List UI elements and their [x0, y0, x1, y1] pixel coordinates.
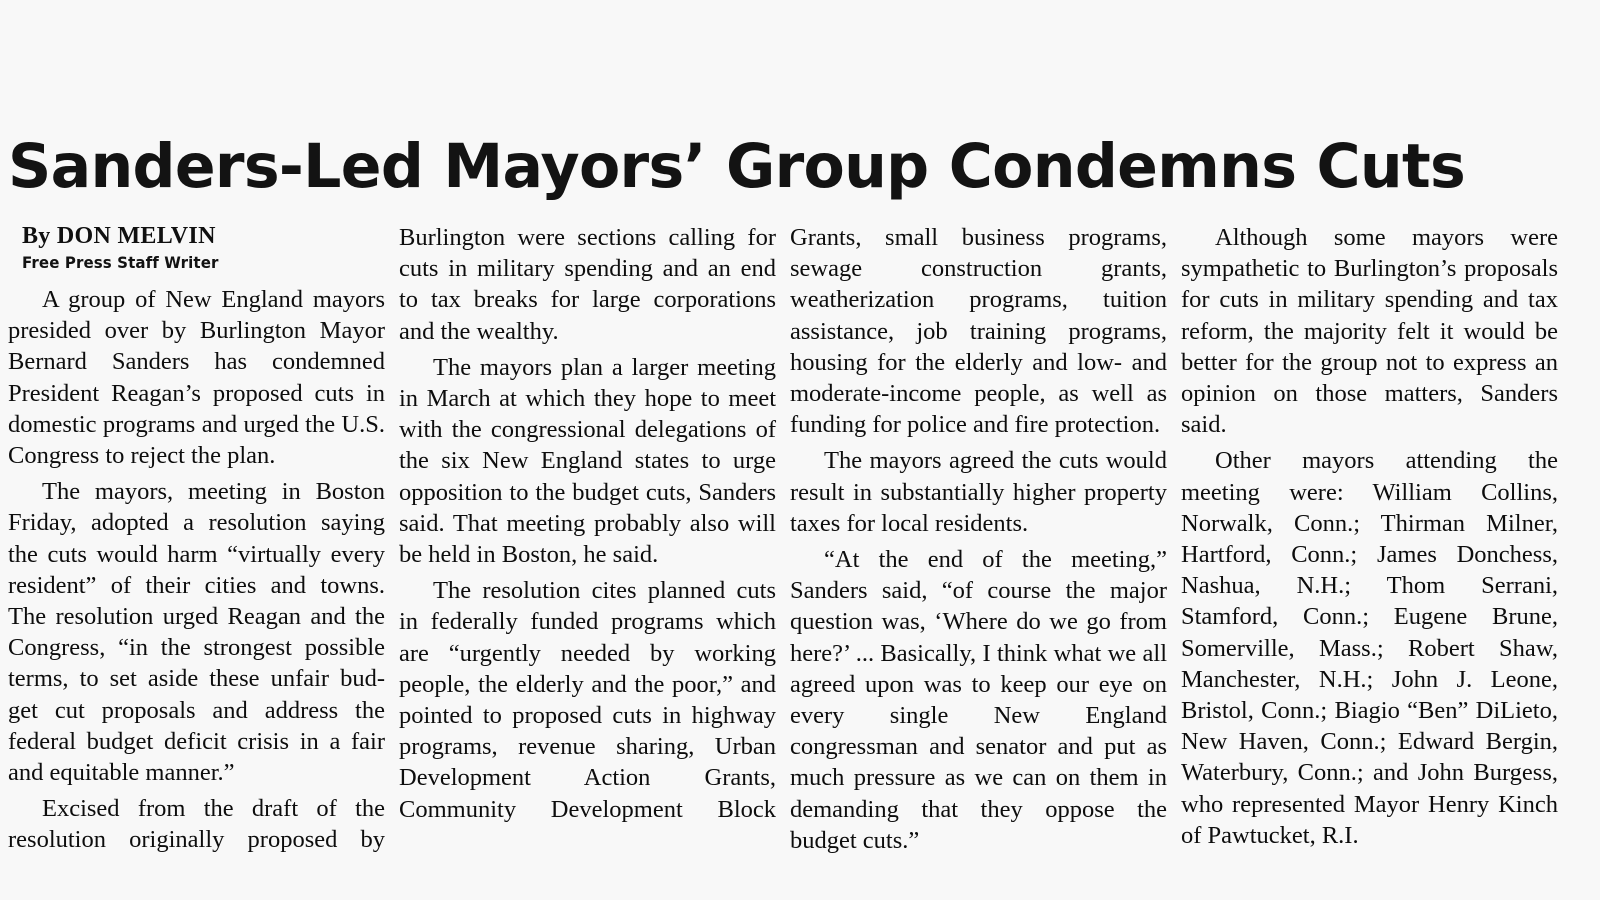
- paragraph: The mayors plan a larger meeting in March at which they hope to meet with the congressional delegations of the six New England states to urge opposition to the budget cuts, Sanders said. That meeting probably also will be held in Boston, he said.: [399, 353, 776, 569]
- paragraph: The mayors agreed the cuts would result in substantially higher property taxes for local residents.: [790, 447, 1167, 537]
- byline-author: By DON MELVIN: [22, 223, 216, 249]
- byline: [8, 222, 385, 274]
- byline-role: Free Press Staff Writer: [22, 253, 219, 272]
- paragraph: Other mayors attending the meeting were: William Collins, Norwalk, Conn.; Thirman Milner, Hartford, Conn.; James Donchess, Nashua, N.H.; Thom Serrani, Stamford, Conn.; Eugene Brune, Somerville, Mass.; Robert Shaw, Manchester, N.H.; John J. Leone, Bristol, Conn.; Biagio “Ben” DiLieto, New Haven, Conn.; Edward Bergin, Waterbury, Conn.; and John Burgess, who represented Mayor Henry Kinch of Pawtucket, R.I.: [1181, 447, 1558, 849]
- headline-container: [8, 132, 1592, 204]
- article-column-4: [1181, 222, 1558, 849]
- paragraph: The mayors, meeting in Boston Friday, adopted a resolution saying the cuts would harm “virtually every resident” of their cities and towns. The resolution urged Reagan and the Congress, “in the strongest possible terms, to set aside these unfair bud-get cut proposals and address the federal budget deficit crisis in a fair and equitable manner.”: [8, 478, 385, 787]
- paragraph: Burlington were sections calling for cuts in military spending and an end to tax breaks for large corporations and the wealthy.: [399, 224, 776, 345]
- article-column-2: [399, 222, 776, 823]
- paragraph: A group of New England mayors presided over by Burlington Mayor Bernard Sanders has condemned President Reagan’s proposed cuts in domestic programs and urged the U.S. Congress to reject the plan.: [8, 286, 385, 470]
- paragraph: Grants, small business programs, sewage construction grants, weatherization programs, tuition assistance, job training programs, housing for the elderly and low- and moderate-income people, as well as funding for police and fire protection.: [790, 224, 1167, 439]
- article-headline: Sanders-Led Mayors’ Group Condemns Cuts: [8, 131, 1466, 202]
- paragraph: Excised from the draft of the resolution originally proposed by: [8, 795, 385, 854]
- article-column-1: [8, 222, 385, 854]
- paragraph: “At the end of the meeting,” Sanders said, “of course the major question was, ‘Where do we go from here?’ ... Basically, I think what we all agreed upon was to keep our eye on every single New England congressman and senator and put as much pressure as we can on them in demanding that they oppose the budget cuts.”: [790, 546, 1167, 854]
- article-columns: [8, 222, 1584, 854]
- paragraph: Although some mayors were sympathetic to Burlington’s proposals for cuts in military spending and tax reform, the majority felt it would be better for the group not to express an opinion on those matters, Sanders said.: [1181, 224, 1558, 439]
- article-column-3: [790, 222, 1167, 854]
- paragraph: The resolution cites planned cuts in federally funded programs which are “urgently needed by working people, the elderly and the poor,” and pointed to proposed cuts in highway programs, revenue sharing, Urban Development Action Grants, Community Development Block: [399, 577, 776, 823]
